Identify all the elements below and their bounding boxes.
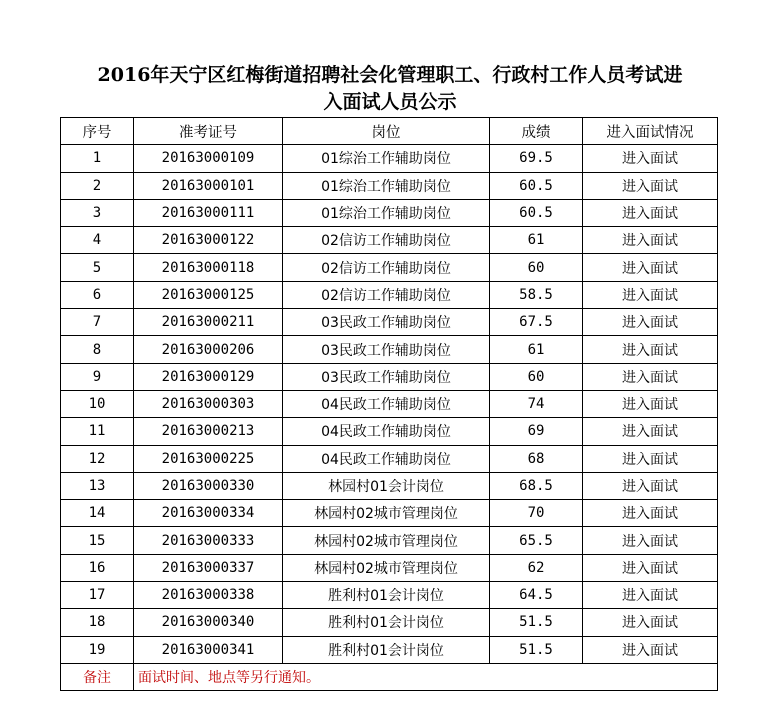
row-exam-id: 20163000109 — [134, 145, 283, 172]
row-status: 进入面试 — [583, 636, 718, 663]
note-row — [61, 663, 718, 690]
table-row — [61, 582, 718, 609]
row-status: 进入面试 — [583, 472, 718, 499]
row-position: 03民政工作辅助岗位 — [283, 309, 490, 336]
table-row — [61, 554, 718, 581]
row-score: 61 — [490, 227, 583, 254]
row-index: 18 — [61, 609, 134, 636]
row-position: 04民政工作辅助岗位 — [283, 418, 490, 445]
row-position: 01综治工作辅助岗位 — [283, 199, 490, 226]
row-index: 1 — [61, 145, 134, 172]
row-exam-id: 20163000225 — [134, 445, 283, 472]
table-row — [61, 336, 718, 363]
row-exam-id: 20163000337 — [134, 554, 283, 581]
row-status: 进入面试 — [583, 582, 718, 609]
header-index: 序号 — [61, 118, 134, 145]
row-index: 10 — [61, 390, 134, 417]
row-index: 12 — [61, 445, 134, 472]
row-exam-id: 20163000330 — [134, 472, 283, 499]
row-index: 19 — [61, 636, 134, 663]
row-exam-id: 20163000129 — [134, 363, 283, 390]
row-position: 02信访工作辅助岗位 — [283, 254, 490, 281]
table-row — [61, 445, 718, 472]
row-score: 58.5 — [490, 281, 583, 308]
row-position: 04民政工作辅助岗位 — [283, 445, 490, 472]
row-exam-id: 20163000213 — [134, 418, 283, 445]
row-status: 进入面试 — [583, 390, 718, 417]
title-line-1: 2016年天宁区红梅街道招聘社会化管理职工、行政村工作人员考试进 — [97, 64, 683, 86]
row-index: 5 — [61, 254, 134, 281]
row-score: 60 — [490, 254, 583, 281]
table-row — [61, 309, 718, 336]
row-position: 林园村02城市管理岗位 — [283, 527, 490, 554]
row-exam-id: 20163000338 — [134, 582, 283, 609]
row-index: 8 — [61, 336, 134, 363]
row-position: 03民政工作辅助岗位 — [283, 363, 490, 390]
row-index: 3 — [61, 199, 134, 226]
table-row — [61, 390, 718, 417]
row-exam-id: 20163000334 — [134, 500, 283, 527]
row-position: 胜利村01会计岗位 — [283, 636, 490, 663]
table-row — [61, 254, 718, 281]
row-status: 进入面试 — [583, 281, 718, 308]
row-score: 65.5 — [490, 527, 583, 554]
row-status: 进入面试 — [583, 445, 718, 472]
table-row — [61, 281, 718, 308]
row-exam-id: 20163000125 — [134, 281, 283, 308]
row-score: 51.5 — [490, 609, 583, 636]
row-exam-id: 20163000101 — [134, 172, 283, 199]
row-status: 进入面试 — [583, 418, 718, 445]
table-header-row — [61, 118, 718, 145]
row-exam-id: 20163000341 — [134, 636, 283, 663]
row-status: 进入面试 — [583, 554, 718, 581]
row-score: 62 — [490, 554, 583, 581]
row-score: 69 — [490, 418, 583, 445]
row-score: 67.5 — [490, 309, 583, 336]
row-status: 进入面试 — [583, 309, 718, 336]
table-row — [61, 527, 718, 554]
row-status: 进入面试 — [583, 500, 718, 527]
row-position: 04民政工作辅助岗位 — [283, 390, 490, 417]
row-score: 70 — [490, 500, 583, 527]
row-position: 03民政工作辅助岗位 — [283, 336, 490, 363]
row-score: 51.5 — [490, 636, 583, 663]
row-index: 9 — [61, 363, 134, 390]
header-position: 岗位 — [283, 118, 490, 145]
table-row — [61, 636, 718, 663]
row-exam-id: 20163000111 — [134, 199, 283, 226]
row-index: 6 — [61, 281, 134, 308]
row-exam-id: 20163000340 — [134, 609, 283, 636]
row-index: 16 — [61, 554, 134, 581]
table-row — [61, 418, 718, 445]
note-text: 面试时间、地点等另行通知。 — [134, 663, 718, 690]
row-index: 14 — [61, 500, 134, 527]
header-score: 成绩 — [490, 118, 583, 145]
row-status: 进入面试 — [583, 609, 718, 636]
row-score: 60 — [490, 363, 583, 390]
table-row — [61, 472, 718, 499]
table-row — [61, 199, 718, 226]
row-position: 02信访工作辅助岗位 — [283, 227, 490, 254]
row-position: 02信访工作辅助岗位 — [283, 281, 490, 308]
row-status: 进入面试 — [583, 336, 718, 363]
row-exam-id: 20163000211 — [134, 309, 283, 336]
row-index: 15 — [61, 527, 134, 554]
row-index: 17 — [61, 582, 134, 609]
row-position: 01综治工作辅助岗位 — [283, 172, 490, 199]
note-label: 备注 — [61, 663, 134, 690]
row-status: 进入面试 — [583, 254, 718, 281]
row-exam-id: 20163000206 — [134, 336, 283, 363]
row-position: 林园村01会计岗位 — [283, 472, 490, 499]
row-score: 68 — [490, 445, 583, 472]
row-status: 进入面试 — [583, 199, 718, 226]
header-exam-id: 准考证号 — [134, 118, 283, 145]
row-position: 01综治工作辅助岗位 — [283, 145, 490, 172]
table-row — [61, 145, 718, 172]
row-index: 2 — [61, 172, 134, 199]
row-index: 4 — [61, 227, 134, 254]
row-position: 胜利村01会计岗位 — [283, 609, 490, 636]
row-score: 74 — [490, 390, 583, 417]
row-position: 林园村02城市管理岗位 — [283, 554, 490, 581]
row-index: 13 — [61, 472, 134, 499]
table-row — [61, 500, 718, 527]
row-score: 68.5 — [490, 472, 583, 499]
table-row — [61, 227, 718, 254]
row-score: 61 — [490, 336, 583, 363]
row-exam-id: 20163000333 — [134, 527, 283, 554]
row-status: 进入面试 — [583, 227, 718, 254]
row-index: 7 — [61, 309, 134, 336]
row-status: 进入面试 — [583, 145, 718, 172]
row-score: 60.5 — [490, 172, 583, 199]
title-line-2: 入面试人员公示 — [323, 91, 457, 113]
row-exam-id: 20163000122 — [134, 227, 283, 254]
row-index: 11 — [61, 418, 134, 445]
table-row — [61, 172, 718, 199]
table-row — [61, 363, 718, 390]
row-position: 林园村02城市管理岗位 — [283, 500, 490, 527]
row-score: 60.5 — [490, 199, 583, 226]
page-title — [60, 62, 720, 116]
row-exam-id: 20163000118 — [134, 254, 283, 281]
row-exam-id: 20163000303 — [134, 390, 283, 417]
row-score: 64.5 — [490, 582, 583, 609]
row-status: 进入面试 — [583, 363, 718, 390]
row-position: 胜利村01会计岗位 — [283, 582, 490, 609]
row-status: 进入面试 — [583, 172, 718, 199]
row-score: 69.5 — [490, 145, 583, 172]
results-table — [60, 117, 718, 691]
row-status: 进入面试 — [583, 527, 718, 554]
table-row — [61, 609, 718, 636]
header-status: 进入面试情况 — [583, 118, 718, 145]
